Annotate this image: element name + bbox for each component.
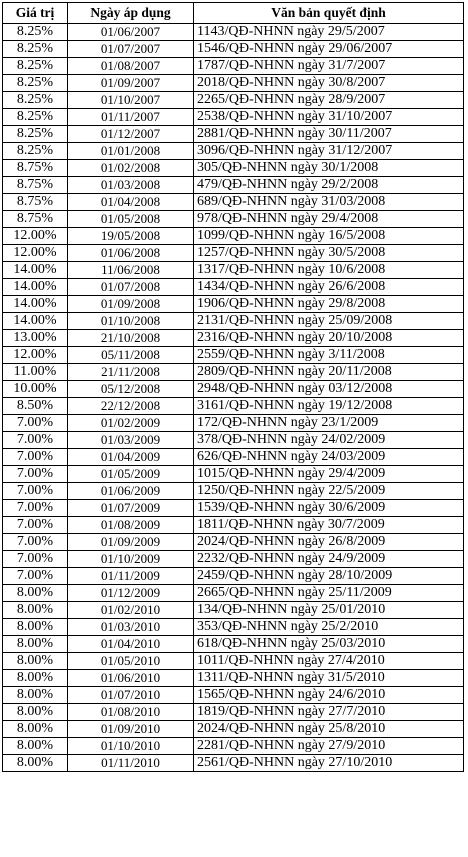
cell-effective-date: 01/11/2010 xyxy=(68,755,194,772)
table-row xyxy=(3,619,464,636)
cell-decision-document: 1143/QĐ-NHNN ngày 29/5/2007 xyxy=(194,24,464,41)
cell-value: 14.00% xyxy=(3,313,68,330)
table-row xyxy=(3,143,464,160)
cell-value: 8.25% xyxy=(3,24,68,41)
rate-table-container xyxy=(2,2,464,772)
cell-decision-document: 1546/QĐ-NHNN ngày 29/06/2007 xyxy=(194,41,464,58)
cell-decision-document: 2024/QĐ-NHNN ngày 26/8/2009 xyxy=(194,534,464,551)
cell-effective-date: 01/03/2010 xyxy=(68,619,194,636)
cell-effective-date: 01/11/2009 xyxy=(68,568,194,585)
table-row xyxy=(3,364,464,381)
cell-effective-date: 01/07/2009 xyxy=(68,500,194,517)
table-header xyxy=(3,3,464,24)
table-row xyxy=(3,330,464,347)
table-row xyxy=(3,551,464,568)
table-row xyxy=(3,41,464,58)
cell-effective-date: 01/03/2009 xyxy=(68,432,194,449)
cell-effective-date: 01/08/2009 xyxy=(68,517,194,534)
cell-value: 8.00% xyxy=(3,619,68,636)
cell-effective-date: 05/12/2008 xyxy=(68,381,194,398)
cell-effective-date: 01/10/2007 xyxy=(68,92,194,109)
cell-effective-date: 01/05/2010 xyxy=(68,653,194,670)
cell-effective-date: 01/08/2007 xyxy=(68,58,194,75)
cell-value: 7.00% xyxy=(3,517,68,534)
cell-decision-document: 2809/QĐ-NHNN ngày 20/11/2008 xyxy=(194,364,464,381)
cell-decision-document: 2665/QĐ-NHNN ngày 25/11/2009 xyxy=(194,585,464,602)
table-row xyxy=(3,211,464,228)
cell-effective-date: 11/06/2008 xyxy=(68,262,194,279)
cell-effective-date: 01/08/2010 xyxy=(68,704,194,721)
cell-value: 8.00% xyxy=(3,755,68,772)
table-row xyxy=(3,568,464,585)
cell-value: 8.25% xyxy=(3,92,68,109)
cell-decision-document: 1434/QĐ-NHNN ngày 26/6/2008 xyxy=(194,279,464,296)
table-row xyxy=(3,738,464,755)
cell-decision-document: 3161/QĐ-NHNN ngày 19/12/2008 xyxy=(194,398,464,415)
cell-decision-document: 2538/QĐ-NHNN ngày 31/10/2007 xyxy=(194,109,464,126)
cell-value: 8.00% xyxy=(3,704,68,721)
cell-value: 8.75% xyxy=(3,211,68,228)
cell-decision-document: 1811/QĐ-NHNN ngày 30/7/2009 xyxy=(194,517,464,534)
cell-effective-date: 01/06/2010 xyxy=(68,670,194,687)
cell-decision-document: 2561/QĐ-NHNN ngày 27/10/2010 xyxy=(194,755,464,772)
cell-value: 7.00% xyxy=(3,534,68,551)
cell-decision-document: 1011/QĐ-NHNN ngày 27/4/2010 xyxy=(194,653,464,670)
cell-value: 8.00% xyxy=(3,670,68,687)
cell-decision-document: 2232/QĐ-NHNN ngày 24/9/2009 xyxy=(194,551,464,568)
table-row xyxy=(3,245,464,262)
table-row xyxy=(3,398,464,415)
table-row xyxy=(3,75,464,92)
cell-effective-date: 21/11/2008 xyxy=(68,364,194,381)
cell-value: 7.00% xyxy=(3,500,68,517)
cell-effective-date: 01/11/2007 xyxy=(68,109,194,126)
cell-value: 8.00% xyxy=(3,687,68,704)
cell-decision-document: 1250/QĐ-NHNN ngày 22/5/2009 xyxy=(194,483,464,500)
cell-value: 7.00% xyxy=(3,483,68,500)
cell-value: 14.00% xyxy=(3,296,68,313)
cell-value: 8.75% xyxy=(3,160,68,177)
cell-decision-document: 2459/QĐ-NHNN ngày 28/10/2009 xyxy=(194,568,464,585)
cell-effective-date: 01/05/2009 xyxy=(68,466,194,483)
table-row xyxy=(3,262,464,279)
cell-value: 8.00% xyxy=(3,585,68,602)
cell-decision-document: 479/QĐ-NHNN ngày 29/2/2008 xyxy=(194,177,464,194)
cell-decision-document: 378/QĐ-NHNN ngày 24/02/2009 xyxy=(194,432,464,449)
table-row xyxy=(3,381,464,398)
cell-decision-document: 2131/QĐ-NHNN ngày 25/09/2008 xyxy=(194,313,464,330)
cell-decision-document: 1257/QĐ-NHNN ngày 30/5/2008 xyxy=(194,245,464,262)
cell-effective-date: 01/02/2008 xyxy=(68,160,194,177)
cell-effective-date: 01/05/2008 xyxy=(68,211,194,228)
cell-value: 8.25% xyxy=(3,143,68,160)
table-row xyxy=(3,177,464,194)
cell-decision-document: 1819/QĐ-NHNN ngày 27/7/2010 xyxy=(194,704,464,721)
cell-effective-date: 01/07/2008 xyxy=(68,279,194,296)
cell-effective-date: 01/09/2008 xyxy=(68,296,194,313)
cell-decision-document: 2024/QĐ-NHNN ngày 25/8/2010 xyxy=(194,721,464,738)
table-row xyxy=(3,483,464,500)
cell-value: 12.00% xyxy=(3,347,68,364)
cell-effective-date: 01/03/2008 xyxy=(68,177,194,194)
cell-decision-document: 1015/QĐ-NHNN ngày 29/4/2009 xyxy=(194,466,464,483)
cell-decision-document: 2281/QĐ-NHNN ngày 27/9/2010 xyxy=(194,738,464,755)
rate-table xyxy=(2,2,464,772)
cell-effective-date: 01/10/2010 xyxy=(68,738,194,755)
cell-effective-date: 01/04/2010 xyxy=(68,636,194,653)
cell-value: 7.00% xyxy=(3,415,68,432)
cell-effective-date: 01/09/2010 xyxy=(68,721,194,738)
cell-effective-date: 01/10/2008 xyxy=(68,313,194,330)
cell-decision-document: 1565/QĐ-NHNN ngày 24/6/2010 xyxy=(194,687,464,704)
cell-effective-date: 01/04/2008 xyxy=(68,194,194,211)
cell-value: 14.00% xyxy=(3,262,68,279)
table-row xyxy=(3,687,464,704)
cell-value: 7.00% xyxy=(3,466,68,483)
table-row xyxy=(3,296,464,313)
cell-value: 8.00% xyxy=(3,602,68,619)
cell-decision-document: 2265/QĐ-NHNN ngày 28/9/2007 xyxy=(194,92,464,109)
table-row xyxy=(3,670,464,687)
cell-decision-document: 2881/QĐ-NHNN ngày 30/11/2007 xyxy=(194,126,464,143)
cell-value: 8.50% xyxy=(3,398,68,415)
header-row xyxy=(3,3,464,24)
header-value: Giá trị xyxy=(3,3,68,24)
cell-effective-date: 22/12/2008 xyxy=(68,398,194,415)
cell-value: 7.00% xyxy=(3,568,68,585)
table-row xyxy=(3,500,464,517)
table-row xyxy=(3,109,464,126)
cell-value: 12.00% xyxy=(3,228,68,245)
cell-decision-document: 1539/QĐ-NHNN ngày 30/6/2009 xyxy=(194,500,464,517)
cell-value: 8.25% xyxy=(3,41,68,58)
cell-decision-document: 2316/QĐ-NHNN ngày 20/10/2008 xyxy=(194,330,464,347)
cell-value: 7.00% xyxy=(3,551,68,568)
cell-value: 13.00% xyxy=(3,330,68,347)
cell-effective-date: 01/06/2009 xyxy=(68,483,194,500)
table-row xyxy=(3,636,464,653)
cell-decision-document: 1906/QĐ-NHNN ngày 29/8/2008 xyxy=(194,296,464,313)
cell-decision-document: 1787/QĐ-NHNN ngày 31/7/2007 xyxy=(194,58,464,75)
table-row xyxy=(3,449,464,466)
table-row xyxy=(3,585,464,602)
table-body xyxy=(3,24,464,772)
cell-value: 11.00% xyxy=(3,364,68,381)
cell-decision-document: 1099/QĐ-NHNN ngày 16/5/2008 xyxy=(194,228,464,245)
table-row xyxy=(3,313,464,330)
cell-value: 14.00% xyxy=(3,279,68,296)
cell-value: 8.25% xyxy=(3,75,68,92)
table-row xyxy=(3,721,464,738)
table-row xyxy=(3,602,464,619)
cell-effective-date: 01/01/2008 xyxy=(68,143,194,160)
cell-decision-document: 689/QĐ-NHNN ngày 31/03/2008 xyxy=(194,194,464,211)
table-row xyxy=(3,24,464,41)
table-row xyxy=(3,228,464,245)
table-row xyxy=(3,347,464,364)
cell-decision-document: 618/QĐ-NHNN ngày 25/03/2010 xyxy=(194,636,464,653)
cell-value: 8.00% xyxy=(3,636,68,653)
cell-effective-date: 19/05/2008 xyxy=(68,228,194,245)
table-row xyxy=(3,92,464,109)
cell-value: 10.00% xyxy=(3,381,68,398)
cell-effective-date: 01/06/2007 xyxy=(68,24,194,41)
cell-decision-document: 172/QĐ-NHNN ngày 23/1/2009 xyxy=(194,415,464,432)
cell-value: 8.00% xyxy=(3,738,68,755)
cell-decision-document: 626/QĐ-NHNN ngày 24/03/2009 xyxy=(194,449,464,466)
table-row xyxy=(3,534,464,551)
cell-effective-date: 01/09/2007 xyxy=(68,75,194,92)
table-row xyxy=(3,279,464,296)
cell-value: 8.25% xyxy=(3,126,68,143)
cell-decision-document: 2018/QĐ-NHNN ngày 30/8/2007 xyxy=(194,75,464,92)
table-row xyxy=(3,755,464,772)
cell-decision-document: 2559/QĐ-NHNN ngày 3/11/2008 xyxy=(194,347,464,364)
cell-decision-document: 1311/QĐ-NHNN ngày 31/5/2010 xyxy=(194,670,464,687)
table-row xyxy=(3,517,464,534)
table-row xyxy=(3,466,464,483)
cell-decision-document: 1317/QĐ-NHNN ngày 10/6/2008 xyxy=(194,262,464,279)
table-row xyxy=(3,653,464,670)
cell-effective-date: 01/04/2009 xyxy=(68,449,194,466)
cell-effective-date: 01/07/2007 xyxy=(68,41,194,58)
cell-effective-date: 01/06/2008 xyxy=(68,245,194,262)
table-row xyxy=(3,194,464,211)
table-row xyxy=(3,160,464,177)
header-effective-date: Ngày áp dụng xyxy=(68,3,194,24)
table-row xyxy=(3,415,464,432)
cell-effective-date: 01/09/2009 xyxy=(68,534,194,551)
cell-value: 8.75% xyxy=(3,194,68,211)
cell-decision-document: 305/QĐ-NHNN ngày 30/1/2008 xyxy=(194,160,464,177)
cell-decision-document: 353/QĐ-NHNN ngày 25/2/2010 xyxy=(194,619,464,636)
cell-value: 7.00% xyxy=(3,432,68,449)
cell-effective-date: 01/12/2009 xyxy=(68,585,194,602)
cell-value: 8.75% xyxy=(3,177,68,194)
table-row xyxy=(3,58,464,75)
cell-decision-document: 978/QĐ-NHNN ngày 29/4/2008 xyxy=(194,211,464,228)
cell-value: 7.00% xyxy=(3,449,68,466)
cell-effective-date: 01/02/2009 xyxy=(68,415,194,432)
cell-effective-date: 01/10/2009 xyxy=(68,551,194,568)
table-row xyxy=(3,432,464,449)
cell-value: 8.25% xyxy=(3,109,68,126)
header-decision-document: Văn bản quyết định xyxy=(194,3,464,24)
cell-effective-date: 01/07/2010 xyxy=(68,687,194,704)
cell-value: 8.00% xyxy=(3,653,68,670)
cell-effective-date: 01/12/2007 xyxy=(68,126,194,143)
cell-value: 8.00% xyxy=(3,721,68,738)
cell-value: 12.00% xyxy=(3,245,68,262)
cell-decision-document: 2948/QĐ-NHNN ngày 03/12/2008 xyxy=(194,381,464,398)
cell-value: 8.25% xyxy=(3,58,68,75)
cell-effective-date: 05/11/2008 xyxy=(68,347,194,364)
cell-effective-date: 21/10/2008 xyxy=(68,330,194,347)
cell-effective-date: 01/02/2010 xyxy=(68,602,194,619)
table-row xyxy=(3,704,464,721)
cell-decision-document: 3096/QĐ-NHNN ngày 31/12/2007 xyxy=(194,143,464,160)
table-row xyxy=(3,126,464,143)
cell-decision-document: 134/QĐ-NHNN ngày 25/01/2010 xyxy=(194,602,464,619)
